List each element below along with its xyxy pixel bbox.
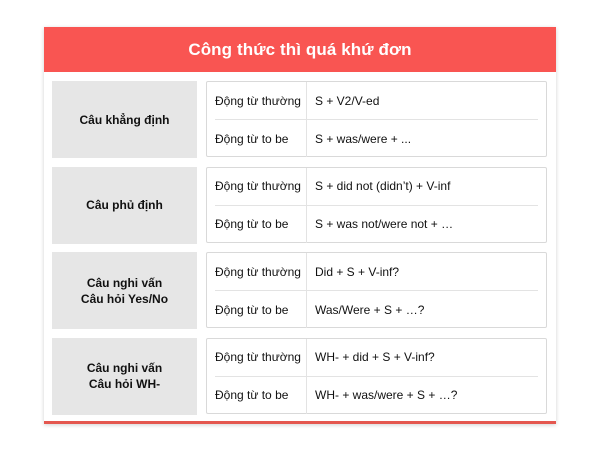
row-label: Câu nghi vấn Câu hỏi WH- (86, 361, 163, 391)
formula-line (215, 290, 538, 328)
row-detail (206, 338, 547, 414)
verb-type: Động từ thường (215, 168, 307, 205)
row-detail (206, 167, 547, 243)
row-label-box (52, 338, 197, 415)
formula-text: WH- + did + S + V-inf? (315, 350, 435, 364)
verb-type: Động từ thường (215, 253, 307, 290)
row-negative (52, 167, 548, 245)
formula-text: S + V2/V-ed (315, 93, 380, 108)
row-label: Câu khẳng định (79, 112, 170, 127)
formula-line (215, 205, 538, 243)
row-label-box (52, 81, 197, 158)
formula-text: Was/Were + S + …? (315, 302, 425, 317)
row-detail (206, 252, 547, 328)
formula-line (215, 339, 538, 376)
row-detail (206, 81, 547, 157)
formula-line (215, 82, 538, 119)
row-label: Câu nghi vấn Câu hỏi Yes/No (80, 275, 169, 306)
formula-line (215, 376, 538, 414)
verb-type: Động từ to be (215, 377, 307, 414)
formula-text: WH- + was/were + S + …? (315, 388, 458, 402)
row-yes-no-question (52, 252, 548, 330)
verb-type: Động từ thường (215, 82, 307, 119)
verb-type: Động từ to be (215, 291, 307, 328)
row-label-box (52, 252, 197, 329)
row-label-box (52, 167, 197, 244)
formula-text: S + was not/were not + … (315, 217, 454, 231)
formula-rows (52, 81, 548, 423)
formula-card (44, 27, 556, 424)
formula-line (215, 168, 538, 205)
verb-type: Động từ to be (215, 120, 307, 157)
formula-line (215, 253, 538, 290)
formula-text: Did + S + V-inf? (315, 264, 400, 279)
formula-text: S + was/were + ... (315, 131, 412, 146)
formula-text: S + did not (didn’t) + V-inf (315, 179, 451, 193)
verb-type: Động từ thường (215, 339, 307, 376)
row-label: Câu phủ định (86, 198, 163, 212)
verb-type: Động từ to be (215, 206, 307, 243)
card-title: Công thức thì quá khứ đơn (44, 27, 556, 72)
row-wh-question (52, 338, 548, 416)
row-affirmative (52, 81, 548, 159)
formula-line (215, 119, 538, 157)
